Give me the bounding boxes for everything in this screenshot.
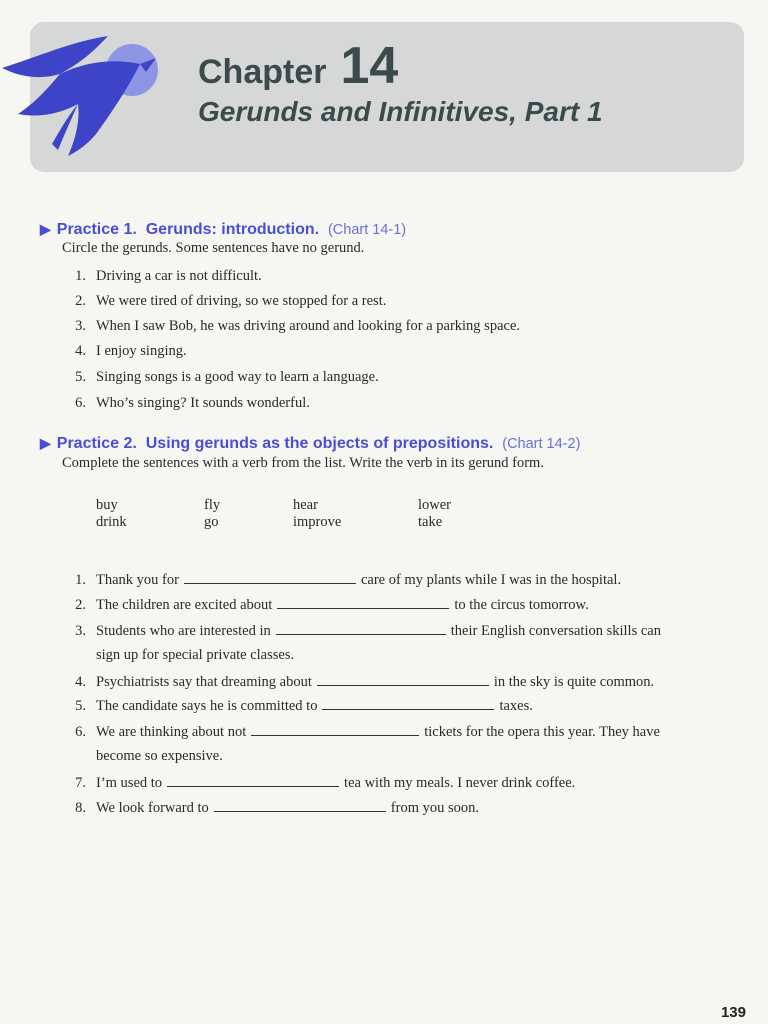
practice2-item-continuation: become so expensive. — [96, 748, 223, 764]
answer-blank[interactable] — [277, 596, 449, 609]
practice1-item: 2. We were tired of driving, so we stopped for a rest. — [75, 293, 387, 309]
practice1-item: 4. I enjoy singing. — [75, 343, 187, 359]
word-list-item: fly — [204, 497, 221, 513]
answer-blank[interactable] — [317, 673, 489, 686]
answer-blank[interactable] — [167, 774, 339, 787]
practice2-chart-ref: (Chart 14-2) — [502, 436, 581, 452]
answer-blank[interactable] — [322, 697, 494, 710]
word-list-item: improve — [293, 514, 342, 530]
page-number: 139 — [720, 1004, 746, 1021]
answer-blank[interactable] — [276, 622, 446, 635]
practice2-item: 4. Psychiatrists say that dreaming about in the sky is quite common. — [75, 674, 655, 690]
practice1-label: Practice 1. — [56, 221, 137, 238]
practice1-item: 1. Driving a car is not difficult. — [75, 268, 262, 284]
practice1-item: 6. Who’s singing? It sounds wonderful. — [75, 395, 310, 411]
practice1-item: 5. Singing songs is a good way to learn a language. — [75, 369, 379, 385]
practice1-topic: Gerunds: introduction. — [145, 221, 320, 238]
chapter-number: 14 — [340, 37, 399, 95]
answer-blank[interactable] — [251, 723, 419, 736]
word-list-item: drink — [96, 514, 127, 530]
practice2-item: 3. Students who are interested in their English conversation skills can — [75, 623, 661, 639]
practice2-item-continuation: sign up for special private classes. — [96, 647, 295, 663]
practice1-item: 3. When I saw Bob, he was driving around and looking for a parking space. — [75, 318, 521, 334]
practice2-item: 2. The children are excited about to the circus tomorrow. — [75, 597, 589, 613]
chapter-subtitle: Gerunds and Infinitives, Part 1 — [198, 96, 603, 127]
chapter-word: Chapter — [198, 53, 327, 91]
practice1-chart-ref: (Chart 14-1) — [327, 222, 407, 238]
triangle-arrow-icon: ▶ — [40, 435, 51, 451]
word-list-item: take — [418, 514, 443, 530]
practice1-title — [40, 221, 406, 239]
word-list-item: lower — [418, 497, 452, 513]
word-list-item: hear — [293, 497, 318, 513]
practice2-label: Practice 2. — [56, 435, 137, 452]
practice2-item: 1. Thank you for care of my plants while I was in the hospital. — [75, 572, 622, 588]
word-list-item: go — [204, 514, 219, 530]
practice2-item: 7. I’m used to tea with my meals. I never drink coffee. — [75, 775, 576, 791]
answer-blank[interactable] — [214, 799, 386, 812]
practice2-instructions: Complete the sentences with a verb from the list. Write the verb in its gerund form. — [62, 455, 544, 471]
practice2-item: 8. We look forward to from you soon. — [75, 800, 480, 816]
practice2-item: 5. The candidate says he is committed to taxes. — [75, 698, 533, 714]
practice1-instructions: Circle the gerunds. Some sentences have no gerund. — [62, 240, 365, 256]
practice2-item: 6. We are thinking about not tickets for the opera this year. They have — [75, 724, 660, 740]
chapter-heading — [198, 36, 398, 96]
bird-logo-icon — [0, 22, 170, 157]
practice2-topic: Using gerunds as the objects of prepositions. — [145, 435, 494, 452]
practice2-title — [40, 435, 580, 453]
triangle-arrow-icon: ▶ — [40, 221, 51, 237]
word-list-item: buy — [96, 497, 118, 513]
answer-blank[interactable] — [184, 571, 356, 584]
